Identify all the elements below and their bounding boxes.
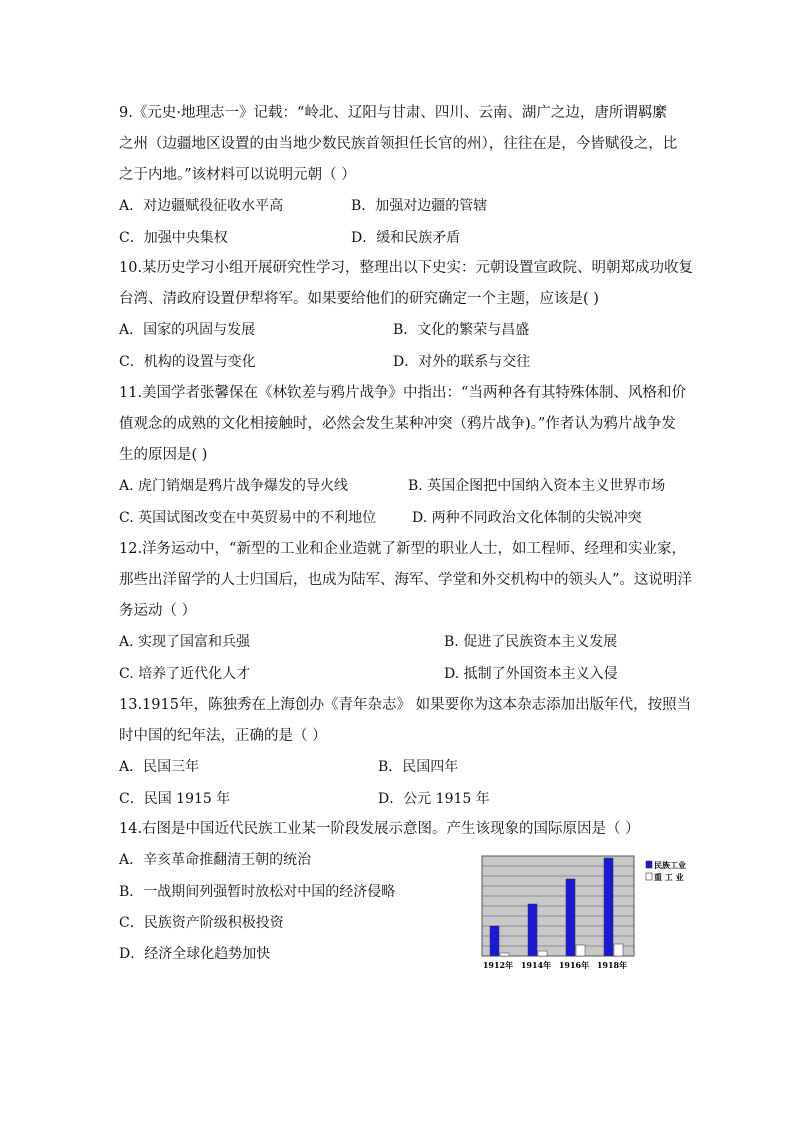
q13-option-c[interactable]: C．民国 1915 年: [119, 791, 231, 807]
q13-option-d[interactable]: D．公元 1915 年: [378, 791, 490, 807]
q12-option-b[interactable]: B. 促进了民族资本主义发展: [444, 634, 618, 650]
legend-swatch: [646, 861, 652, 868]
q14-option-a[interactable]: A．辛亥革命推翻清王朝的统治: [119, 852, 312, 868]
legend-swatch: [646, 873, 652, 880]
q14-option-b[interactable]: B．一战期间列强暂时放松对中国的经济侵略: [119, 884, 396, 900]
q9-line-1: 9.《元史·地理志一》记载：“岭北、辽阳与甘肃、四川、云南、湖广之边，唐所谓羁縻: [119, 105, 667, 121]
q12-option-a[interactable]: A. 实现了国富和兵强: [119, 634, 251, 650]
bar-heavy-industry-3: [614, 944, 623, 956]
q11-line-2: 值观念的成熟的文化相接触时，必然会发生某种冲突（鸦片战争)。”作者认为鸦片战争发: [119, 416, 676, 432]
x-tick-label: 1918年: [596, 960, 628, 970]
q14-option-c[interactable]: C．民族资产阶级积极投资: [119, 915, 284, 931]
q9-option-c[interactable]: C．加强中央集权: [119, 230, 228, 246]
industry-bar-chart: [478, 852, 690, 974]
q12-option-d[interactable]: D. 抵制了外国资本主义入侵: [444, 666, 618, 682]
q9-line-3: 之于内地。”该材料可以说明元朝（ ）: [119, 167, 356, 183]
q10-line-1: 10.某历史学习小组开展研究性学习，整理出以下史实：元朝设置宣政院、明朝郑成功收复: [119, 260, 694, 276]
q14-option-d[interactable]: D．经济全球化趋势加快: [119, 946, 271, 962]
bar-heavy-industry-1: [538, 951, 547, 956]
q13-option-a[interactable]: A．民国三年: [119, 759, 200, 775]
x-tick-label: 1914年: [520, 960, 552, 970]
q11-line-3: 生的原因是( ): [119, 447, 208, 463]
q10-line-2: 台湾、清政府设置伊犁将军。如果要给他们的研究确定一个主题，应该是( ): [119, 291, 599, 307]
bar-heavy-industry-0: [500, 953, 509, 956]
q12-option-c[interactable]: C. 培养了近代化人才: [119, 666, 251, 682]
q9-option-d[interactable]: D．缓和民族矛盾: [351, 230, 461, 246]
bar-national-industry-3: [604, 858, 613, 956]
q9-option-b[interactable]: B．加强对边疆的管辖: [351, 198, 488, 214]
q11-option-a[interactable]: A. 虎门销烟是鸦片战争爆发的导火线: [119, 478, 349, 494]
bar-national-industry-2: [566, 879, 575, 956]
q10-option-b[interactable]: B．文化的繁荣与昌盛: [393, 322, 530, 338]
q10-option-a[interactable]: A．国家的巩固与发展: [119, 322, 256, 338]
bar-heavy-industry-2: [576, 945, 585, 956]
bar-national-industry-0: [490, 926, 499, 956]
q9-line-2: 之州（边疆地区设置的由当地少数民族首领担任长官的州），往往在是，今皆赋役之，比: [119, 136, 678, 152]
q13-line-1: 13.1915年，陈独秀在上海创办《青年杂志》 如果要你为这本杂志添加出版年代，按照当: [119, 697, 692, 713]
q12-line-3: 务运动（ ）: [119, 603, 197, 619]
q10-option-d[interactable]: D．对外的联系与交往: [393, 354, 531, 370]
q11-line-1: 11.美国学者张馨保在《林钦差与鸦片战争》中指出：“当两种各有其特殊体制、风格和价: [119, 385, 686, 401]
legend-label: 重 工 业: [654, 873, 684, 882]
q14-line-1: 14.右图是中国近代民族工业某一阶段发展示意图。产生该现象的国际原因是（ ）: [119, 821, 640, 837]
q13-option-b[interactable]: B．民国四年: [378, 759, 459, 775]
q11-option-d[interactable]: D. 两种不同政治文化体制的尖锐冲突: [412, 510, 642, 526]
legend-label: 民族工业: [654, 861, 686, 870]
q13-line-2: 时中国的纪年法，正确的是（ ）: [119, 728, 327, 744]
q12-line-1: 12.洋务运动中，“新型的工业和企业造就了新型的职业人士，如工程师、经理和实业家，: [119, 541, 686, 557]
q10-option-c[interactable]: C．机构的设置与变化: [119, 354, 256, 370]
q12-line-2: 那些出洋留学的人士归国后，也成为陆军、海军、学堂和外交机构中的领头人”。这说明洋: [119, 572, 692, 588]
bar-national-industry-1: [528, 904, 537, 956]
q11-option-c[interactable]: C. 英国试图改变在中英贸易中的不利地位: [119, 510, 377, 526]
x-tick-label: 1912年: [482, 960, 514, 970]
q11-option-b[interactable]: B. 英国企图把中国纳入资本主义世界市场: [408, 478, 666, 494]
x-tick-label: 1916年: [558, 960, 590, 970]
q9-option-a[interactable]: A．对边疆赋役征收水平高: [119, 198, 284, 214]
